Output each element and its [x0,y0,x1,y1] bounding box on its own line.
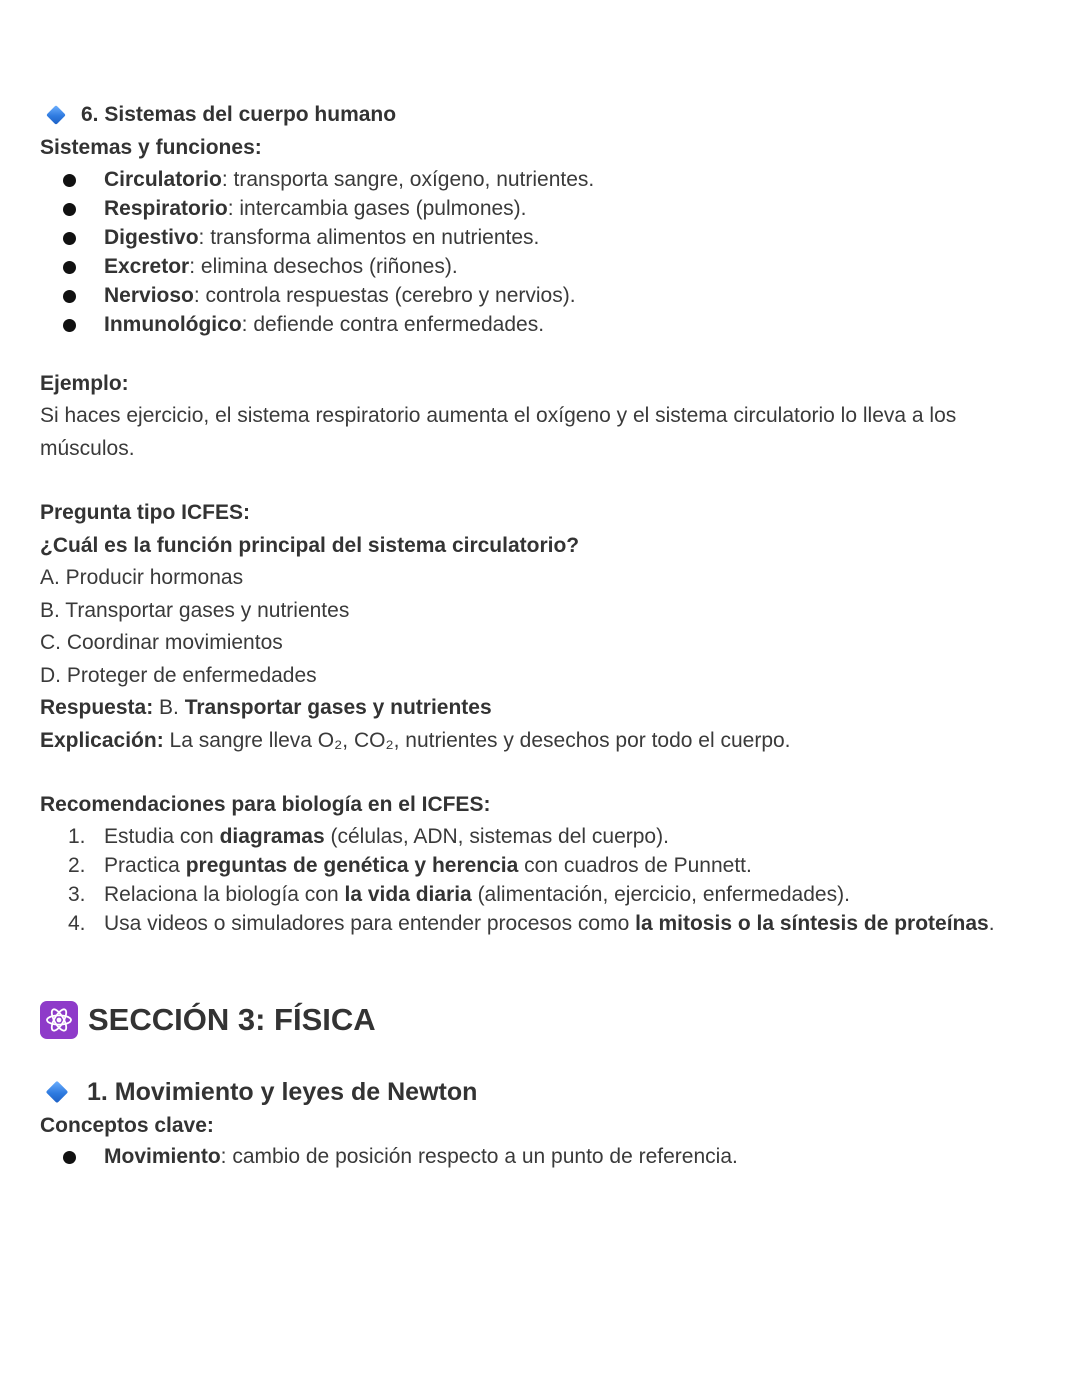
systems-heading-text: 6. Sistemas del cuerpo humano [81,103,397,126]
systems-heading [40,98,1050,132]
recommendations-label: Recomendaciones para biología en el ICFES: [40,793,491,816]
bullet-icon [63,290,76,303]
question-option-b: B. Transportar gases y nutrientes [40,598,350,622]
question-option-d: D. Proteger de enfermedades [40,663,317,687]
list-item: Movimiento: cambio de posición respecto a un punto de referencia. [40,1142,1050,1171]
question-label: Pregunta tipo ICFES: [40,501,250,524]
question-prompt: ¿Cuál es la función principal del sistema circulatorio? [40,533,580,557]
newton-list [40,1142,1050,1171]
section-title-text: SECCIÓN 3: FÍSICA [88,1001,376,1037]
atom-icon [40,1001,78,1039]
bullet-icon [63,203,76,216]
example-label: Ejemplo: [40,371,129,395]
bullet-icon [63,261,76,274]
systems-subheading: Sistemas y funciones: [40,136,262,159]
blue-diamond-icon [46,1080,69,1103]
newton-heading-text: 1. Movimiento y leyes de Newton [87,1077,478,1106]
list-item: 3. Relaciona la biología con la vida diaria (alimentación, ejercicio, enfermedades). [68,882,850,906]
newton-heading [40,1074,1050,1110]
list-item: Digestivo: transforma alimentos en nutrientes. [40,223,1050,252]
document-page [40,98,1050,1171]
blue-diamond-icon [46,105,66,125]
list-item: Excretor: elimina desechos (riñones). [40,252,1050,281]
section-title [40,1000,1050,1040]
list-item: Nervioso: controla respuestas (cerebro y nervios). [40,281,1050,310]
explanation-line: Explicación: La sangre lleva O₂, CO₂, nutrientes y desechos por todo el cuerpo. [40,728,791,752]
list-item: 4. Usa videos o simuladores para entender procesos como la mitosis o la síntesis de proteínas. [68,911,995,935]
list-item: Circulatorio: transporta sangre, oxígeno, nutrientes. [40,165,1050,194]
bullet-icon [63,319,76,332]
bullet-icon [63,174,76,187]
list-item: Respiratorio: intercambia gases (pulmones). [40,194,1050,223]
answer-line: Respuesta: B. Transportar gases y nutrientes [40,696,492,719]
question-option-c: C. Coordinar movimientos [40,631,283,654]
bullet-icon [63,1151,76,1164]
list-item: 1. Estudia con diagramas (células, ADN, sistemas del cuerpo). [68,824,669,848]
question-option-a: A. Producir hormonas [40,566,244,589]
systems-list [40,165,1050,339]
newton-subheading: Conceptos clave: [40,1113,214,1137]
example-text: Si haces ejercicio, el sistema respiratorio aumenta el oxígeno y el sistema circulatorio lo lleva a los músculos. [40,404,957,460]
list-item: Inmunológico: defiende contra enfermedades. [40,310,1050,339]
bullet-icon [63,232,76,245]
recommendations-list [40,822,1050,938]
list-item: 2. Practica preguntas de genética y herencia con cuadros de Punnett. [68,853,752,877]
